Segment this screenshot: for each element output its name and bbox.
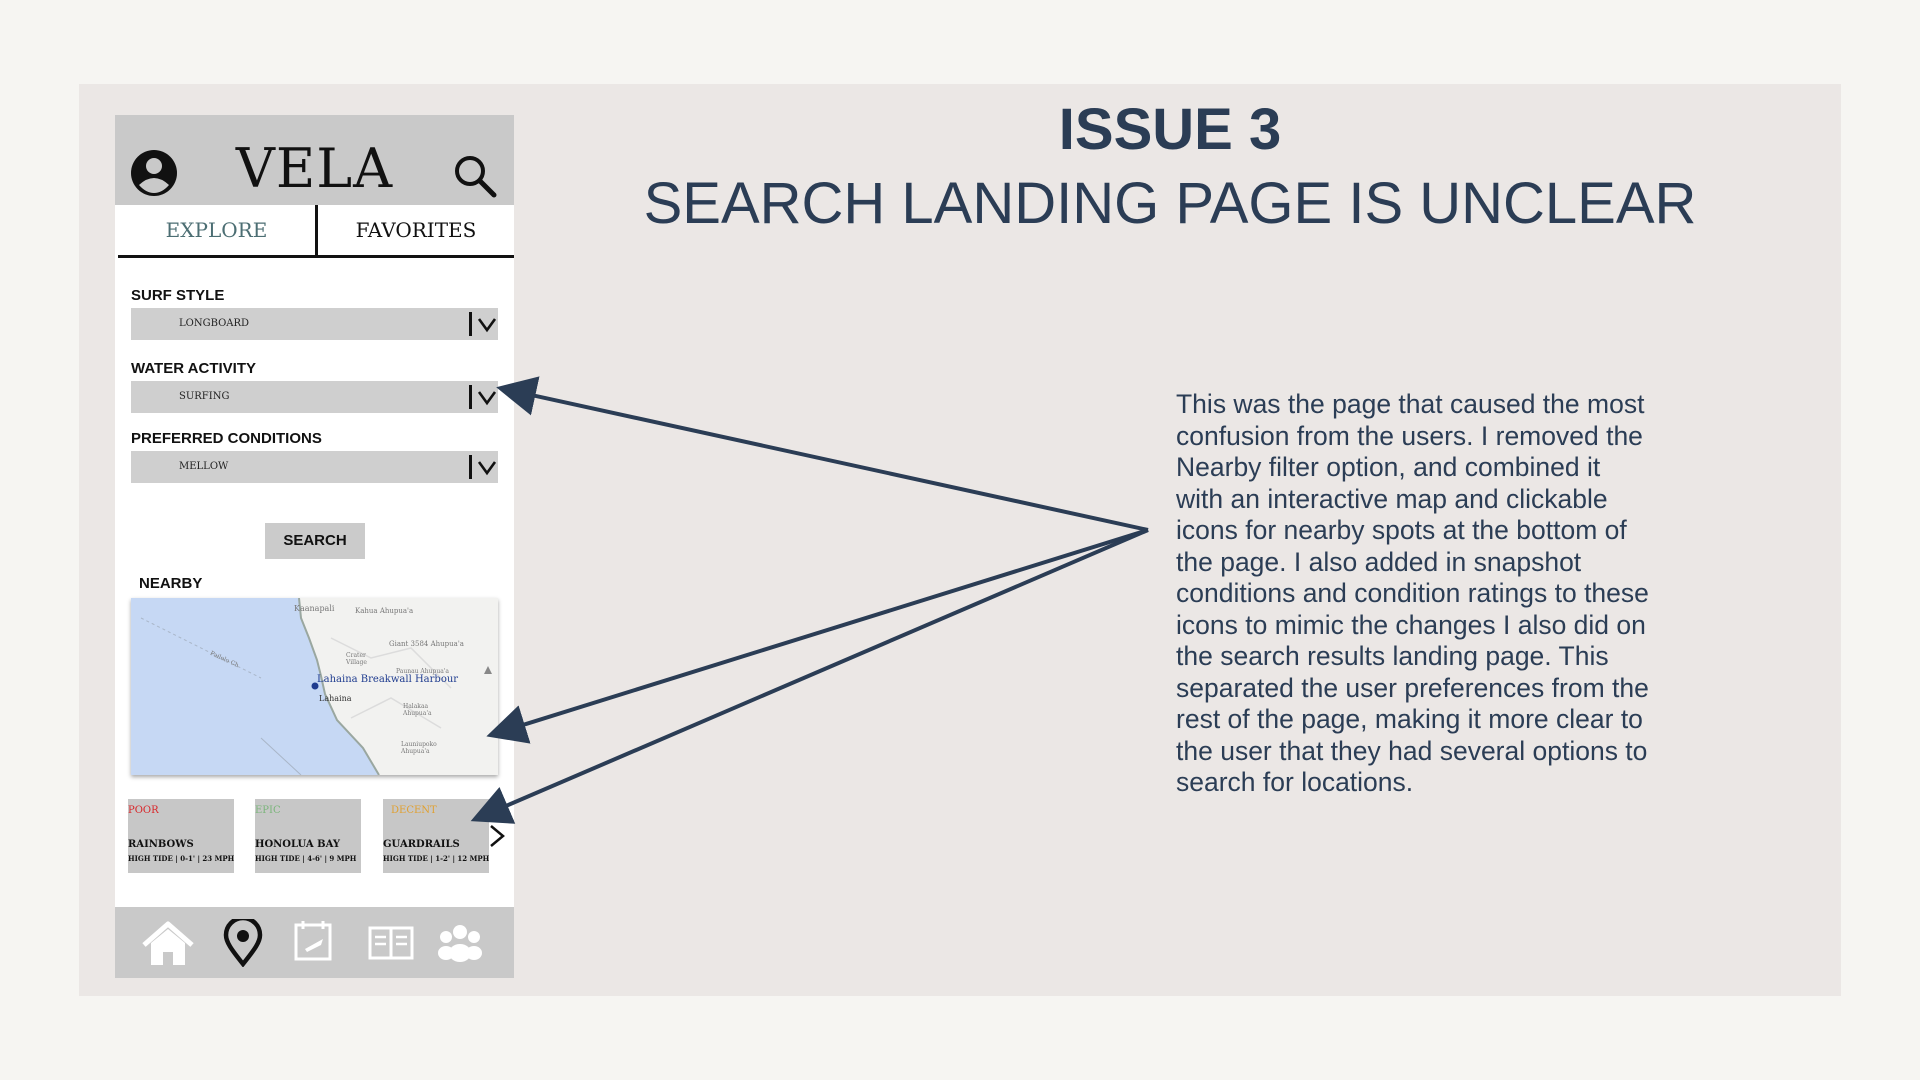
water-activity-label: WATER ACTIVITY [131,360,256,377]
description-line: confusion from the users. I removed the [1176,420,1643,451]
water-activity-select[interactable] [131,381,498,413]
map-place-label: Pailolo Ch [208,649,240,670]
issue-title: ISSUE 3 [1058,97,1282,162]
description-line: Nearby filter option, and combined it [1176,452,1601,482]
map-place-label: Lahaina [319,694,352,703]
tab-explore[interactable]: EXPLORE [118,205,318,255]
chevron-down-icon [476,387,498,407]
spot-rating: DECENT [391,805,437,816]
nearby-spot-card[interactable] [383,799,489,873]
tab-bar [118,205,514,258]
description-line: conditions and condition ratings to these [1176,578,1649,608]
calendar-plane-icon[interactable] [293,919,333,963]
issue-description [1176,389,1736,799]
description-line: icons for nearby spots at the bottom of [1176,515,1627,545]
phone-mockup [115,115,514,978]
select-divider [469,385,472,409]
tab-favorites[interactable]: FAVORITES [355,218,477,242]
spot-name: GUARDRAILS [383,839,460,850]
map-place-label: Halakaa Ahupua'a [403,703,432,717]
map-place-label: Giant 3584 Ahupua'a [389,640,464,648]
spot-name: HONOLUA BAY [255,839,340,850]
map-place-label: Kaanapali [294,604,335,613]
app-header [115,115,514,205]
issue-subtitle: SEARCH LANDING PAGE IS UNCLEAR [643,171,1697,236]
spot-name: RAINBOWS [128,839,194,850]
chevron-right-icon[interactable] [488,823,506,849]
map-place-label: Launiupoko Ahupua'a [401,741,437,755]
description-line: rest of the page, making it more clear to [1176,704,1643,734]
chevron-down-icon [476,314,498,334]
description-line: separated the user preferences from the [1176,672,1649,703]
preferred-conditions-select[interactable] [131,451,498,483]
community-icon[interactable] [437,923,483,963]
description-line: the page. I also added in snapshot [1176,546,1582,577]
preferred-conditions-label: PREFERRED CONDITIONS [131,430,322,447]
description-line: This was the page that caused the most [1176,389,1645,419]
bottom-navigation [115,907,514,978]
description-line: the search results landing page. This [1176,641,1609,671]
map-place-label: Crater Village [346,652,367,666]
search-icon[interactable] [453,154,497,198]
nearby-spot-card[interactable] [255,799,361,873]
map-place-label: Kahua Ahupua'a [355,607,414,615]
map-marker-label[interactable]: Lahaina Breakwall Harbour [317,674,459,685]
spot-rating: EPIC [255,805,281,816]
description-line: with an interactive map and clickable [1176,483,1608,514]
description-line: icons to mimic the changes I also did on [1176,609,1646,640]
map-place-label: Paunau Ahupua'a [396,668,449,675]
home-icon[interactable] [140,921,196,967]
app-logo: VELA [235,137,394,200]
select-divider [469,312,472,336]
description-line: the user that they had several options to [1176,735,1648,766]
surf-style-label: SURF STYLE [131,287,225,304]
spot-conditions: HIGH TIDE | 4-6' | 9 MPH [255,854,357,863]
spot-conditions: HIGH TIDE | 1-2' | 12 MPH [383,854,490,863]
description-line: search for locations. [1176,767,1414,797]
location-pin-icon[interactable] [223,919,263,967]
spot-rating: POOR [128,805,159,816]
chevron-down-icon [476,457,498,477]
nearby-map[interactable] [131,598,498,775]
water-activity-value: SURFING [179,391,230,402]
search-button[interactable]: SEARCH [265,523,365,559]
surf-style-select[interactable] [131,308,498,340]
book-icon[interactable] [368,925,414,961]
select-divider [469,455,472,479]
preferred-conditions-value: MELLOW [179,461,229,472]
nearby-spot-card[interactable] [128,799,234,873]
spot-conditions: HIGH TIDE | 0-1' | 23 MPH [128,854,235,863]
nearby-label: NEARBY [139,575,203,592]
surf-style-value: LONGBOARD [179,318,250,329]
